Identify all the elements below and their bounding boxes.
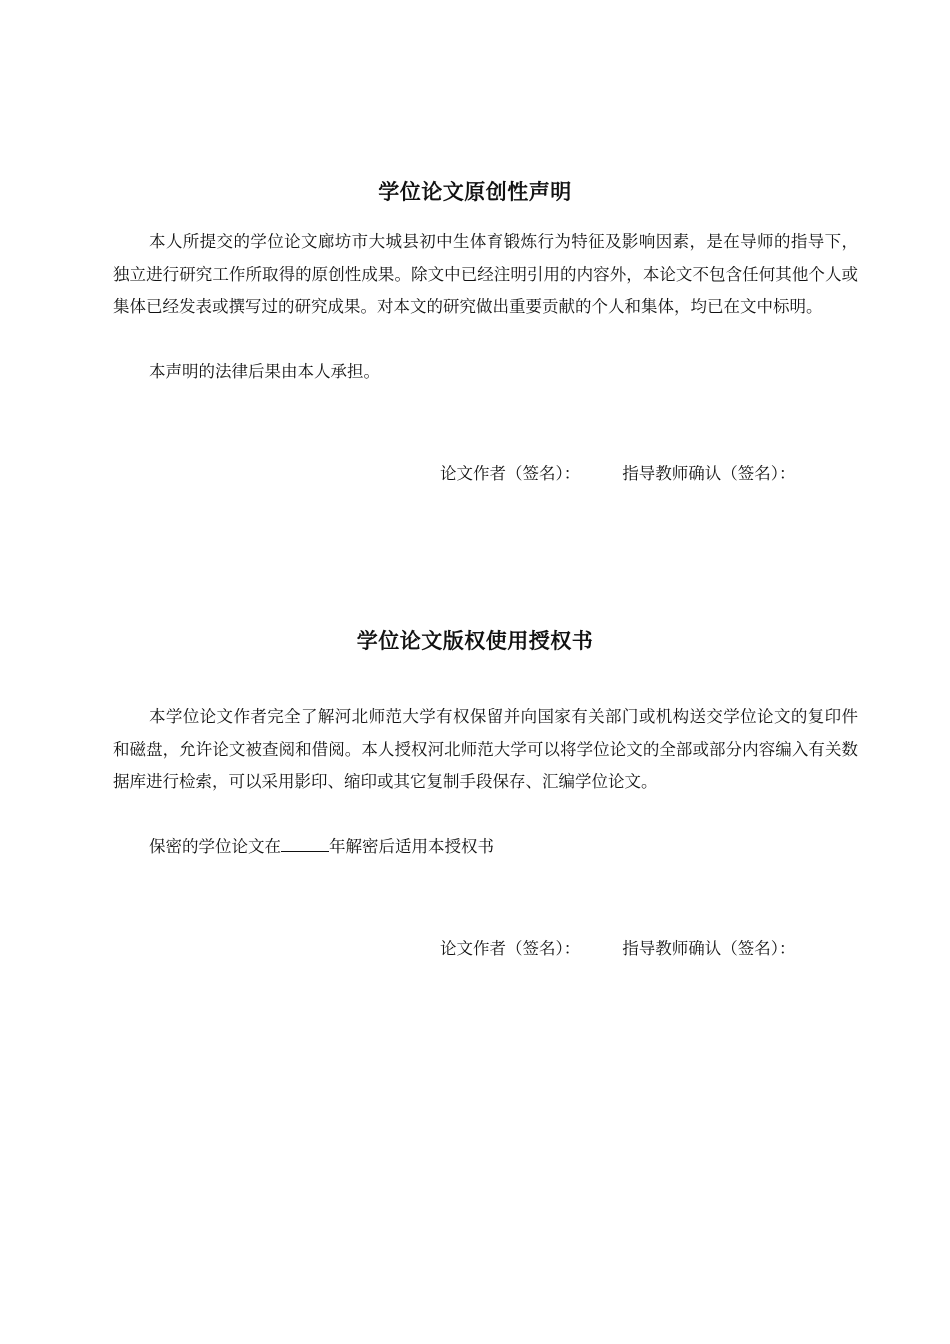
declaration-author-signature-label: 论文作者（签名）： bbox=[440, 464, 581, 483]
declaration-signature-line bbox=[440, 460, 796, 484]
declaration-paragraph-1: 本人所提交的学位论文廊坊市大城县初中生体育锻炼行为特征及影响因素，是在导师的指导下，独立进行研究工作所取得的原创性成果。除文中已经注明引用的内容外，本论文不包含任何其他个人或集体已经发表或撰写过的研究成果。对本文的研究做出重要贡献的个人和集体，均已在文中标明。 bbox=[113, 232, 858, 316]
declaration-advisor-signature-label: 指导教师确认（签名）： bbox=[622, 464, 796, 483]
declaration-paragraph-2: 本声明的法律后果由本人承担。 bbox=[149, 362, 380, 381]
confidential-suffix: 年解密后适用本授权书 bbox=[329, 837, 494, 856]
authorization-title: 学位论文版权使用授权书 bbox=[356, 629, 594, 653]
authorization-paragraph-2 bbox=[113, 831, 858, 864]
authorization-advisor-signature-label: 指导教师确认（签名）： bbox=[622, 939, 796, 958]
confidential-prefix: 保密的学位论文在 bbox=[149, 837, 281, 856]
authorization-signature-line bbox=[440, 935, 796, 959]
authorization-paragraph-1: 本学位论文作者完全了解河北师范大学有权保留并向国家有关部门或机构送交学位论文的复印件和磁盘，允许论文被查阅和借阅。本人授权河北师范大学可以将学位论文的全部或部分内容编入有关数据库进行检索，可以采用影印、缩印或其它复制手段保存、汇编学位论文。 bbox=[113, 707, 858, 791]
authorization-author-signature-label: 论文作者（签名）： bbox=[440, 939, 581, 958]
years-blank[interactable] bbox=[281, 837, 329, 852]
declaration-title: 学位论文原创性声明 bbox=[378, 180, 572, 204]
